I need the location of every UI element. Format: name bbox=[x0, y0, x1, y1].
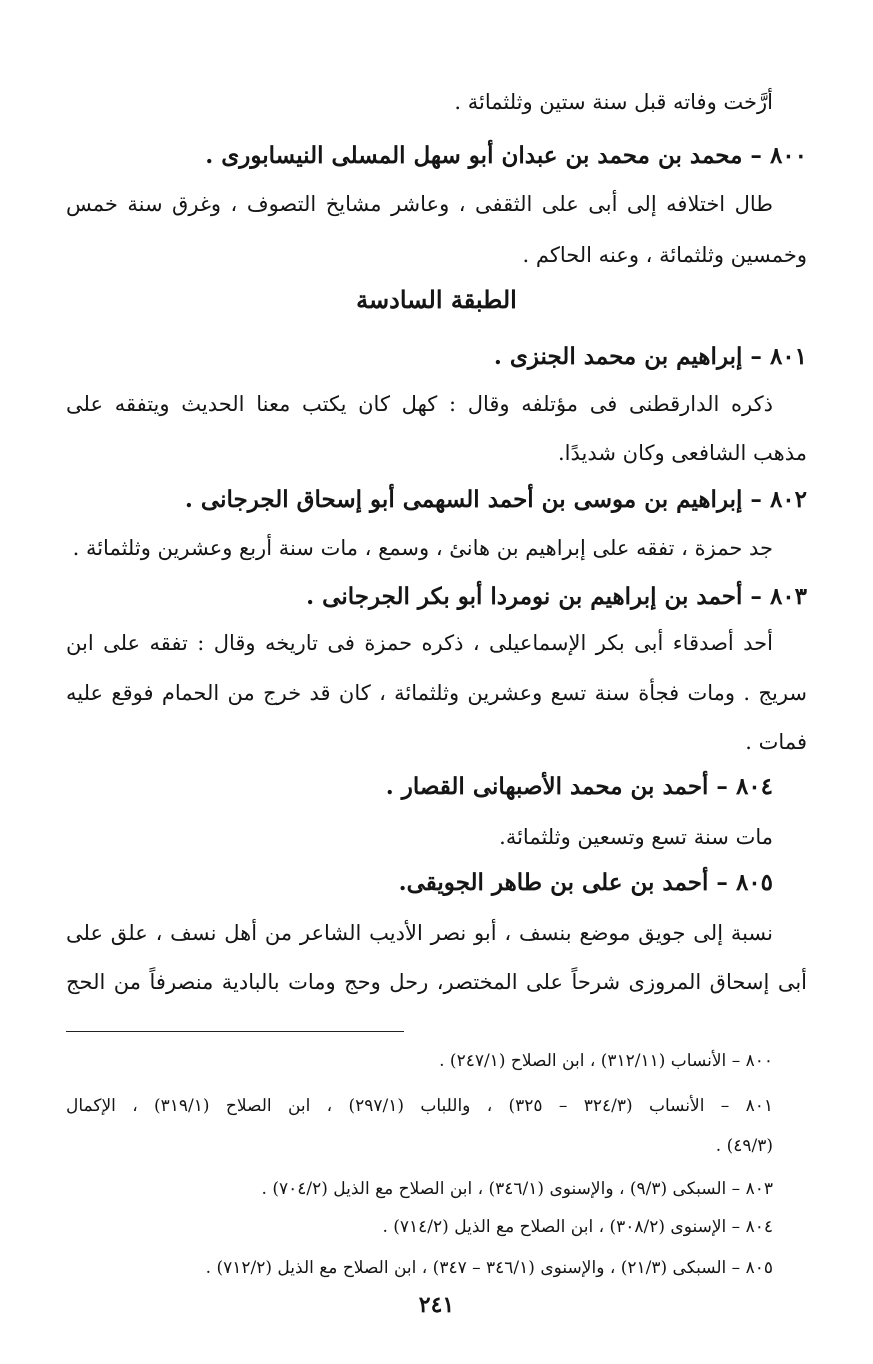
body-line: سريج . ومات فجأة سنة تسع وعشرين وثلثمائة ، كان قد خرج من الحمام فوقع عليه bbox=[66, 681, 807, 705]
body-line: نسبة إلى جويق موضع بنسف ، أبو نصر الأديب الشاعر من أهل نسف ، علق على bbox=[66, 921, 773, 945]
entry-heading-800: ٨٠٠ – محمد بن محمد بن عبدان أبو سهل المسلى النيسابورى . bbox=[205, 142, 807, 169]
body-line: أرَّخت وفاته قبل سنة ستين وثلثمائة . bbox=[454, 90, 773, 114]
footnote: ٨٠١ – الأنساب (٣٢٤/٣ – ٣٢٥) ، واللباب (٢٩٧/١) ، ابن الصلاح (٣١٩/١) ، الإكمال bbox=[66, 1096, 773, 1116]
footnote: ٨٠٠ – الأنساب (٣١٢/١١) ، ابن الصلاح (٢٤٧/١) . bbox=[439, 1051, 773, 1071]
body-line: وخمسين وثلثمائة ، وعنه الحاكم . bbox=[522, 243, 807, 267]
footnote: ٨٠٤ – الإسنوى (٣٠٨/٢) ، ابن الصلاح مع الذيل (٧١٤/٢) . bbox=[382, 1217, 773, 1237]
footnote: ٨٠٣ – السبكى (٩/٣) ، والإسنوى (٣٤٦/١) ، ابن الصلاح مع الذيل (٧٠٤/٢) . bbox=[261, 1179, 773, 1199]
page-number: ٢٤١ bbox=[418, 1292, 455, 1318]
body-line: ذكره الدارقطنى فى مؤتلفه وقال : كهل كان يكتب معنا الحديث ويتفقه على bbox=[66, 392, 773, 416]
footnote-separator bbox=[66, 1031, 404, 1032]
body-line: أحد أصدقاء أبى بكر الإسماعيلى ، ذكره حمزة فى تاريخه وقال : تفقه على ابن bbox=[66, 631, 773, 655]
footnote: ٨٠٥ – السبكى (٢١/٣) ، والإسنوى (٣٤٦/١ – ٣٤٧) ، ابن الصلاح مع الذيل (٧١٢/٢) . bbox=[205, 1258, 773, 1278]
entry-heading-802: ٨٠٢ – إبراهيم بن موسى بن أحمد السهمى أبو إسحاق الجرجانى . bbox=[184, 486, 807, 513]
body-line: جد حمزة ، تفقه على إبراهيم بن هانئ ، وسمع ، مات سنة أربع وعشرين وثلثمائة . bbox=[72, 536, 773, 560]
entry-heading-801: ٨٠١ – إبراهيم بن محمد الجنزى . bbox=[493, 343, 807, 370]
footnote: (٤٩/٣) . bbox=[715, 1136, 773, 1156]
entry-heading-804: ٨٠٤ – أحمد بن محمد الأصبهانى القصار . bbox=[385, 773, 773, 800]
body-line: أبى إسحاق المروزى شرحاً على المختصر، رحل وحج ومات بالبادية منصرفاً من الحج bbox=[66, 970, 807, 994]
body-line: فمات . bbox=[745, 730, 807, 754]
body-line: مات سنة تسع وتسعين وثلثمائة. bbox=[499, 825, 773, 849]
entry-heading-803: ٨٠٣ – أحمد بن إبراهيم بن نومردا أبو بكر الجرجانى . bbox=[306, 583, 807, 610]
section-title: الطبقة السادسة bbox=[356, 285, 517, 314]
body-line: مذهب الشافعى وكان شديدًا. bbox=[558, 441, 807, 465]
body-line: طال اختلافه إلى أبى على الثقفى ، وعاشر مشايخ التصوف ، وغرق سنة خمس bbox=[66, 192, 773, 216]
entry-heading-805: ٨٠٥ – أحمد بن على بن طاهر الجويقى. bbox=[398, 869, 773, 896]
